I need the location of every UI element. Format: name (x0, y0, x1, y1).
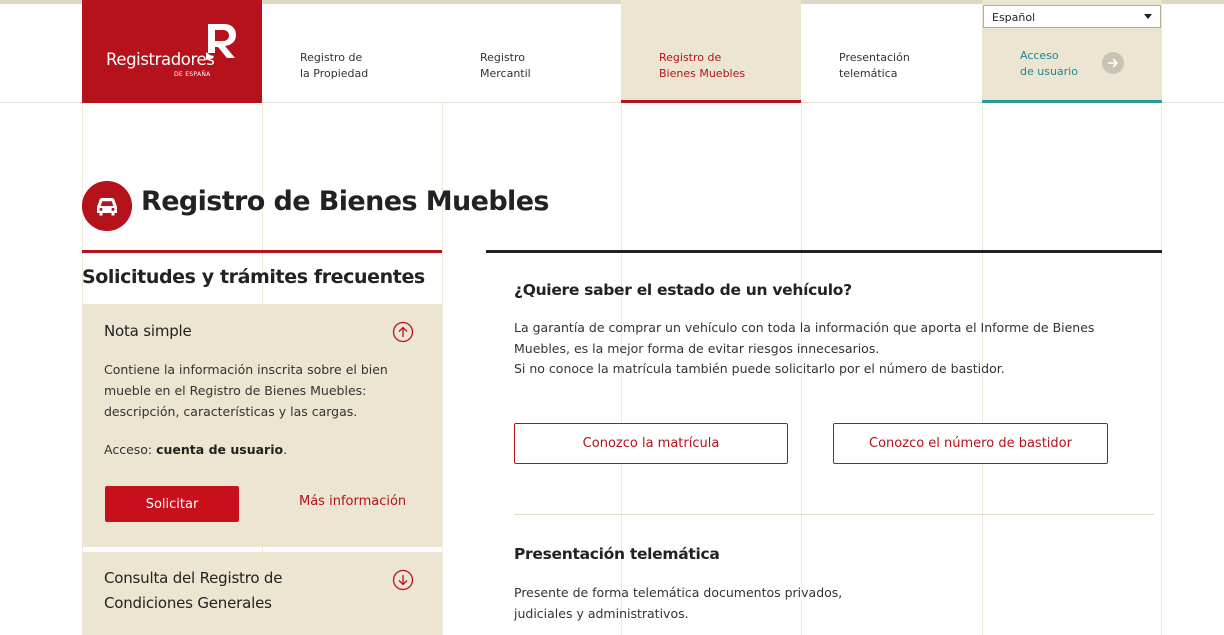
nav-label-line: Mercantil (480, 67, 531, 80)
presentation-text (514, 583, 914, 624)
site-header (0, 0, 1224, 103)
access-label-line: Acceso (1020, 49, 1059, 62)
access-end: . (283, 442, 288, 457)
language-value: Español (992, 11, 1036, 24)
vehicle-status-title: ¿Quiere saber el estado de un vehículo? (514, 281, 852, 299)
card-description: Contiene la información inscrita sobre el bien mueble en el Registro de Bienes Muebles: descripción, características y las cargas. (104, 362, 388, 419)
presentation-line: Presente de forma telemática documentos privados, (514, 585, 843, 600)
presentation-line: judiciales y administrativos. (514, 605, 689, 621)
nav-bienes-muebles[interactable] (621, 0, 801, 103)
section-divider (514, 514, 1154, 515)
logo-text: Registradores (106, 50, 215, 69)
access-label-line: de usuario (1020, 65, 1078, 78)
vehicle-status-paragraph: Si no conoce la matrícula también puede solicitarlo por el número de bastidor. (514, 361, 1005, 376)
vehicle-status-paragraph: La garantía de comprar un vehículo con toda la información que aporta el Informe de Bienes Muebles, es la mejor forma de evitar riesgos innecesarios. (514, 320, 1095, 356)
access-value: cuenta de usuario (156, 442, 284, 457)
solicitar-button[interactable]: Solicitar (105, 486, 239, 522)
access-label: Acceso: (104, 442, 157, 457)
main-accent-bar (486, 250, 1162, 253)
nav-label-line: Registro de (659, 51, 722, 64)
car-icon (82, 181, 132, 231)
nav-registro-propiedad[interactable] (262, 0, 442, 103)
page-title: Registro de Bienes Muebles (141, 186, 549, 217)
vehicle-status-text (514, 318, 1134, 380)
conozco-bastidor-button[interactable]: Conozco el número de bastidor (833, 423, 1108, 464)
nav-label-line: Bienes Muebles (659, 67, 746, 80)
language-select[interactable] (983, 5, 1161, 28)
chevron-up-circle-icon[interactable] (392, 321, 414, 343)
card-condiciones-generales (82, 552, 442, 635)
sidebar-heading: Solicitudes y trámites frecuentes (82, 266, 425, 288)
grid-line (1161, 103, 1162, 635)
presentation-title: Presentación telemática (514, 545, 720, 563)
chevron-down-circle-icon[interactable] (392, 569, 414, 591)
card-access (104, 442, 287, 457)
registradores-logo[interactable] (82, 0, 262, 103)
card-title[interactable]: Consulta del Registro de Condiciones Generales (104, 569, 283, 612)
caret-down-icon (1144, 14, 1152, 19)
grid-line (442, 103, 443, 635)
nav-presentacion-telematica[interactable] (801, 0, 981, 103)
logo-subtext: DE ESPAÑA (174, 71, 211, 78)
sidebar-accent-bar (82, 250, 442, 253)
conozco-matricula-button[interactable]: Conozco la matrícula (514, 423, 788, 464)
nav-registro-mercantil[interactable] (442, 0, 622, 103)
arrow-right-icon (1102, 52, 1124, 74)
nav-label-line: Presentación (839, 51, 910, 64)
card-title[interactable]: Nota simple (104, 322, 192, 340)
nav-label-line: Registro de (300, 51, 363, 64)
mas-informacion-link[interactable]: Más información (299, 494, 407, 509)
nav-label-line: Registro (480, 51, 526, 64)
nav-label-line: telemática (839, 67, 898, 80)
nav-label-line: la Propiedad (300, 67, 369, 80)
card-nota-simple (82, 304, 442, 547)
